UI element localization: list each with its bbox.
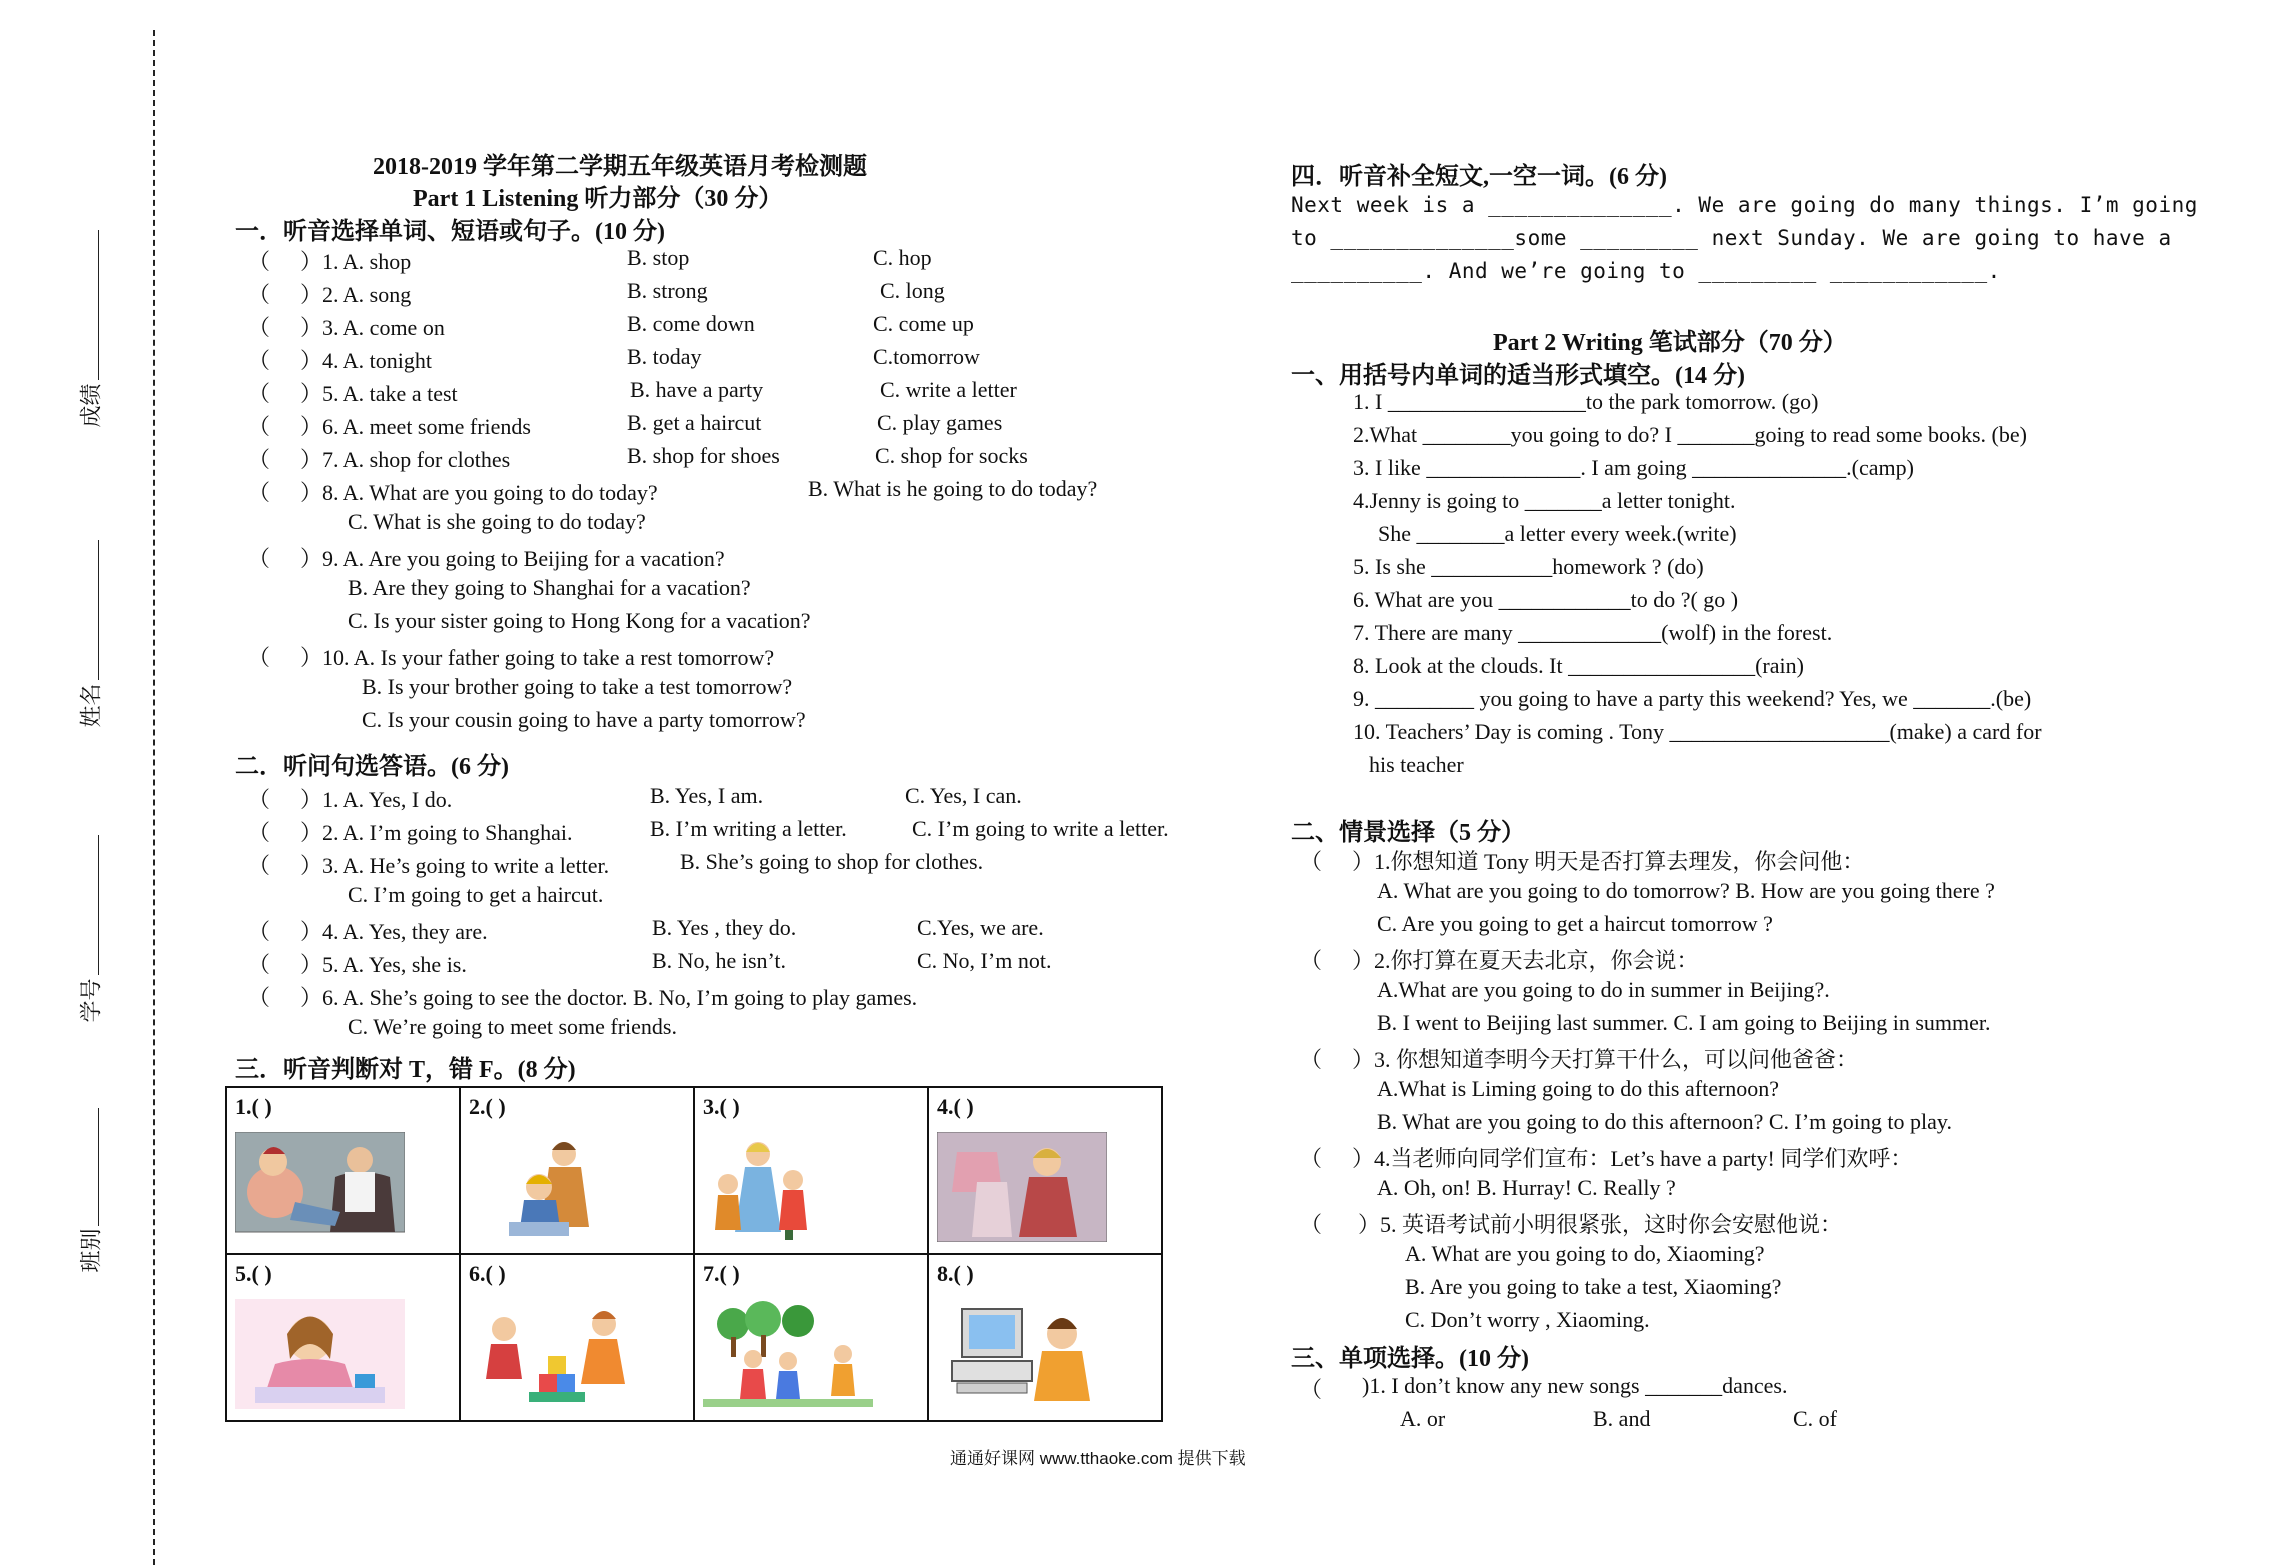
- listening-section-2-heading: 二．听问句选答语。(6 分): [235, 754, 509, 780]
- fill-item-6: 6. What are you ____________to do ?( go ): [1353, 587, 1739, 612]
- answer-paren[interactable]: （: [1300, 1146, 1323, 1171]
- option-a: A.What is Liming going to do this afternoon?: [1377, 1076, 1780, 1101]
- option-b: B. No, he isn’t.: [652, 948, 787, 973]
- picture-family-shopping: [703, 1132, 873, 1242]
- option-bc: B. What are you going to do this afternoon? C. I’m going to play.: [1377, 1109, 1952, 1134]
- option-b: B. have a party: [630, 377, 764, 402]
- option-c: C. We’re going to meet some friends.: [348, 1014, 677, 1039]
- exam-title: 2018-2019 学年第二学期五年级英语月考检测题: [373, 154, 867, 180]
- option-c: C. play games: [877, 410, 1003, 435]
- option-c: C. write a letter: [880, 377, 1017, 402]
- answer-label-6[interactable]: 6.( ): [469, 1261, 506, 1286]
- option-c: C. No, I’m not.: [917, 948, 1052, 973]
- option-a: ）2. A. I’m going to Shanghai.: [300, 820, 573, 845]
- option-b: B. Yes , they do.: [652, 915, 797, 940]
- option-b: B. and: [1593, 1406, 1651, 1431]
- answer-paren[interactable]: （: [248, 952, 271, 977]
- option-c: C.Yes, we are.: [917, 915, 1044, 940]
- option-c: C. Is your cousin going to have a party tomorrow?: [362, 707, 806, 732]
- answer-paren[interactable]: （: [1300, 948, 1323, 973]
- picture-kids-playing-blocks: [469, 1299, 639, 1409]
- fill-item-8: 8. Look at the clouds. It _________________(rain): [1353, 653, 1804, 678]
- score-blank: [98, 230, 99, 380]
- picture-cell-1: [226, 1087, 460, 1254]
- option-bc: B. I went to Beijing last summer. C. I am going to Beijing in summer.: [1377, 1010, 1991, 1035]
- student-id-label: 学号: [78, 978, 104, 1023]
- fill-item-4: 4.Jenny is going to _______a letter tonight.: [1353, 488, 1736, 513]
- fill-item-1: 1. I __________________to the park tomorrow. (go): [1353, 389, 1819, 414]
- option-b: B. Is your brother going to take a test tomorrow?: [362, 674, 793, 699]
- option-a: A. What are you going to do, Xiaoming?: [1405, 1241, 1765, 1266]
- fill-item-3: 3. I like ______________. I am going ______________.(camp): [1353, 455, 1914, 480]
- option-c: C. Is your sister going to Hong Kong for a vacation?: [348, 608, 811, 633]
- picture-boy-at-computer: [937, 1299, 1107, 1409]
- answer-paren[interactable]: （: [248, 645, 271, 670]
- footer-credit: 通通好课网 www.tthaoke.com 提供下载: [950, 1449, 1246, 1468]
- answer-paren[interactable]: （: [248, 853, 271, 878]
- question-text: ）4.当老师向同学们宣布：Let’s have a party! 同学们欢呼：: [1352, 1146, 1913, 1171]
- option-a: ）8. A. What are you going to do today?: [300, 480, 658, 505]
- answer-paren[interactable]: （: [248, 480, 271, 505]
- cloze-line-3: __________. And we’re going to _________ ____________.: [1291, 259, 2001, 283]
- fill-item-7: 7. There are many _____________(wolf) in the forest.: [1353, 620, 1833, 645]
- writing-section-3-heading: 三、单项选择。(10 分): [1291, 1346, 1529, 1372]
- picture-cell-2: [460, 1087, 694, 1254]
- picture-doctor-visit: [235, 1132, 405, 1242]
- option-b: B. get a haircut: [627, 410, 762, 435]
- option-a: ）5. A. take a test: [300, 381, 458, 406]
- option-a: ）1. A. Yes, I do.: [300, 787, 453, 812]
- answer-paren[interactable]: （: [248, 985, 271, 1010]
- cloze-line-1: Next week is a ______________. We are going do many things. I’m going: [1291, 193, 2198, 217]
- option-c: C. long: [880, 278, 945, 303]
- question-text: ）2.你打算在夏天去北京，你会说：: [1352, 948, 1699, 973]
- answer-paren[interactable]: （: [1300, 1377, 1323, 1402]
- option-c: C. Are you going to get a haircut tomorrow ?: [1377, 911, 1773, 936]
- picture-cell-7: [694, 1254, 928, 1421]
- fill-item-10: 10. Teachers’ Day is coming . Tony ____________________(make) a card for: [1353, 719, 2042, 744]
- option-c: C. of: [1793, 1406, 1837, 1431]
- picture-cell-8: [928, 1254, 1162, 1421]
- option-a: ）6. A. meet some friends: [300, 414, 531, 439]
- answer-paren[interactable]: （: [248, 315, 271, 340]
- answer-paren[interactable]: （: [248, 414, 271, 439]
- option-c: C. Yes, I can.: [905, 783, 1022, 808]
- listening-section-4-heading: 四．听音补全短文,一空一词。(6 分): [1291, 164, 1667, 190]
- option-a: ）4. A. Yes, they are.: [300, 919, 488, 944]
- option-a: ）9. A. Are you going to Beijing for a vacation?: [300, 546, 725, 571]
- binding-dashed-line: [153, 30, 155, 1565]
- option-a: A. or: [1400, 1406, 1446, 1431]
- option-ab: A. What are you going to do tomorrow? B. How are you going there ?: [1377, 878, 1995, 903]
- part1-heading: Part 1 Listening 听力部分（30 分）: [413, 186, 783, 212]
- picture-haircut: [469, 1132, 639, 1242]
- answer-label-5[interactable]: 5.( ): [235, 1261, 272, 1286]
- fill-item-9: 9. _________ you going to have a party this weekend? Yes, we _______.(be): [1353, 686, 2032, 711]
- fill-item-2: 2.What ________you going to do? I _______going to read some books. (be): [1353, 422, 2027, 447]
- option-c: C. hop: [873, 245, 932, 270]
- option-c: C.tomorrow: [873, 344, 980, 369]
- answer-label-1[interactable]: 1.( ): [235, 1094, 272, 1119]
- answer-paren[interactable]: （: [248, 282, 271, 307]
- student-id-blank: [98, 835, 99, 975]
- answer-paren[interactable]: （: [248, 787, 271, 812]
- writing-section-1-heading: 一、用括号内单词的适当形式填空。(14 分): [1291, 363, 1745, 389]
- answer-label-7[interactable]: 7.( ): [703, 1261, 740, 1286]
- question-text: ）5. 英语考试前小明很紧张，这时你会安慰他说：: [1358, 1212, 1843, 1237]
- option-b: B. Are they going to Shanghai for a vacation?: [348, 575, 751, 600]
- picture-cell-4: [928, 1087, 1162, 1254]
- picture-cell-5: [226, 1254, 460, 1421]
- answer-paren[interactable]: （: [248, 820, 271, 845]
- option-a: ）3. A. He’s going to write a letter.: [300, 853, 610, 878]
- option-c: C. Don’t worry , Xiaoming.: [1405, 1307, 1650, 1332]
- picture-girl-writing: [235, 1299, 405, 1409]
- answer-paren[interactable]: （: [248, 249, 271, 274]
- picture-cell-3: [694, 1087, 928, 1254]
- option-b: B. come down: [627, 311, 755, 336]
- picture-grid: [225, 1086, 1163, 1422]
- picture-clothes-shop: [937, 1132, 1107, 1242]
- option-a: ）2. A. song: [300, 282, 412, 307]
- question-text: )1. I don’t know any new songs _______dances.: [1362, 1373, 1788, 1398]
- answer-paren[interactable]: （: [248, 919, 271, 944]
- name-blank: [98, 540, 99, 680]
- option-b: B. strong: [627, 278, 708, 303]
- option-b: B. What is he going to do today?: [808, 476, 1098, 501]
- option-b: B. Yes, I am.: [650, 783, 764, 808]
- option-a: ）4. A. tonight: [300, 348, 433, 373]
- option-c: C. I’m going to get a haircut.: [348, 882, 604, 907]
- picture-cell-6: [460, 1254, 694, 1421]
- fill-item-10b: his teacher: [1369, 752, 1464, 777]
- options: A. Oh, on! B. Hurray! C. Really ?: [1377, 1175, 1676, 1200]
- option-b: B. Are you going to take a test, Xiaoming?: [1405, 1274, 1782, 1299]
- listening-section-1-heading: 一．听音选择单词、短语或句子。(10 分): [235, 219, 665, 245]
- picture-kids-in-park: [703, 1299, 873, 1409]
- option-c: C. I’m going to write a letter.: [912, 816, 1169, 841]
- option-a: ）6. A. She’s going to see the doctor. B. No, I’m going to play games.: [300, 985, 918, 1010]
- answer-paren[interactable]: （: [248, 447, 271, 472]
- fill-item-4b: She ________a letter every week.(write): [1378, 521, 1737, 546]
- option-a: ）1. A. shop: [300, 249, 412, 274]
- fill-item-5: 5. Is she ___________homework ? (do): [1353, 554, 1704, 579]
- option-a: ）10. A. Is your father going to take a rest tomorrow?: [300, 645, 775, 670]
- answer-paren[interactable]: （: [1300, 849, 1323, 874]
- option-b: B. I’m writing a letter.: [650, 816, 847, 841]
- class-label: 班别: [78, 1228, 104, 1273]
- option-c: C. come up: [873, 311, 974, 336]
- answer-paren[interactable]: （: [248, 546, 271, 571]
- cloze-line-2: to ______________some _________ next Sunday. We are going to have a: [1291, 226, 2172, 250]
- answer-paren[interactable]: （: [1300, 1212, 1323, 1237]
- option-b: B. shop for shoes: [627, 443, 780, 468]
- option-b: B. today: [627, 344, 702, 369]
- listening-section-3-heading: 三．听音判断对 T，错 F。(8 分): [235, 1057, 576, 1083]
- option-b: B. She’s going to shop for clothes.: [680, 849, 984, 874]
- answer-label-2[interactable]: 2.( ): [469, 1094, 506, 1119]
- answer-paren[interactable]: （: [1300, 1047, 1323, 1072]
- option-a: ）5. A. Yes, she is.: [300, 952, 467, 977]
- answer-label-8[interactable]: 8.( ): [937, 1261, 974, 1286]
- question-text: ）3. 你想知道李明今天打算干什么，可以问他爸爸：: [1352, 1047, 1859, 1072]
- answer-paren[interactable]: （: [248, 348, 271, 373]
- option-a: ）7. A. shop for clothes: [300, 447, 511, 472]
- option-b: B. stop: [627, 245, 690, 270]
- class-blank: [98, 1108, 99, 1226]
- answer-label-4[interactable]: 4.( ): [937, 1094, 974, 1119]
- option-a: ）3. A. come on: [300, 315, 445, 340]
- option-c: C. What is she going to do today?: [348, 509, 646, 534]
- option-c: C. shop for socks: [875, 443, 1028, 468]
- name-label: 姓名: [78, 683, 104, 728]
- question-text: ）1.你想知道 Tony 明天是否打算去理发，你会问他：: [1352, 849, 1865, 874]
- answer-label-3[interactable]: 3.( ): [703, 1094, 740, 1119]
- answer-paren[interactable]: （: [248, 381, 271, 406]
- part2-heading: Part 2 Writing 笔试部分（70 分）: [1493, 330, 1847, 356]
- writing-section-2-heading: 二、情景选择（5 分）: [1291, 820, 1525, 846]
- option-a: A.What are you going to do in summer in Beijing?.: [1377, 977, 1830, 1002]
- score-label: 成绩: [78, 383, 104, 428]
